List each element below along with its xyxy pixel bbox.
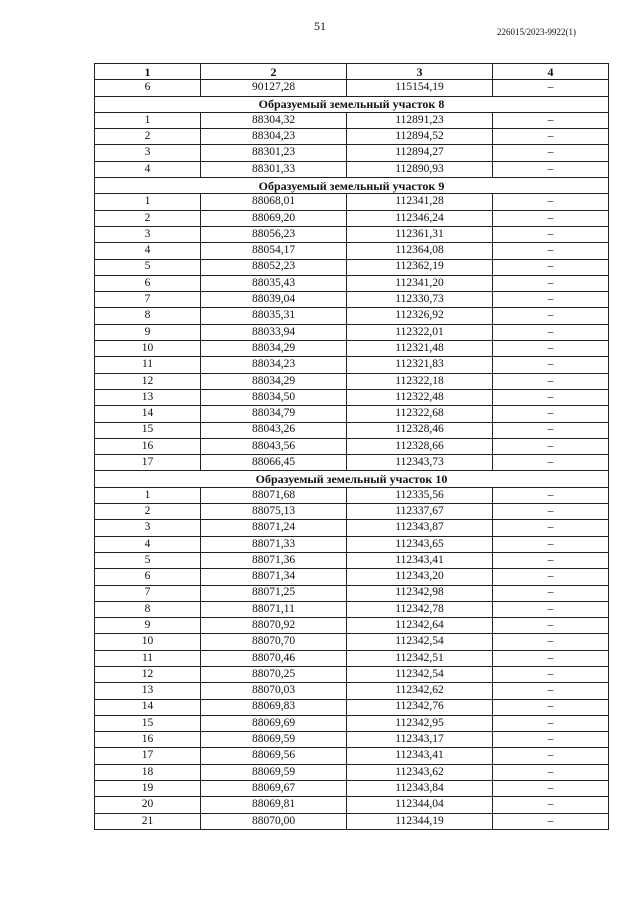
note-cell: – bbox=[493, 210, 609, 226]
y-coordinate-cell: 112322,01 bbox=[347, 324, 493, 340]
y-coordinate-cell: 112344,19 bbox=[347, 813, 493, 829]
table-row bbox=[95, 813, 609, 829]
point-number-cell: 3 bbox=[95, 520, 201, 536]
point-number-cell: 18 bbox=[95, 764, 201, 780]
point-number-cell: 1 bbox=[95, 194, 201, 210]
note-cell: – bbox=[493, 585, 609, 601]
y-coordinate-cell: 112321,83 bbox=[347, 357, 493, 373]
x-coordinate-cell: 88069,67 bbox=[201, 781, 347, 797]
point-number-cell: 5 bbox=[95, 259, 201, 275]
x-coordinate-cell: 88039,04 bbox=[201, 292, 347, 308]
note-cell: – bbox=[493, 161, 609, 177]
point-number-cell: 20 bbox=[95, 797, 201, 813]
x-coordinate-cell: 88035,31 bbox=[201, 308, 347, 324]
y-coordinate-cell: 112326,92 bbox=[347, 308, 493, 324]
point-number-cell: 6 bbox=[95, 80, 201, 96]
y-coordinate-cell: 112343,41 bbox=[347, 552, 493, 568]
table-row bbox=[95, 210, 609, 226]
y-coordinate-cell: 112891,23 bbox=[347, 112, 493, 128]
document-number: 226015/2023-9922(1) bbox=[497, 27, 576, 37]
point-number-cell: 21 bbox=[95, 813, 201, 829]
y-coordinate-cell: 115154,19 bbox=[347, 80, 493, 96]
header-cell-note: 4 bbox=[493, 64, 609, 80]
point-number-cell: 13 bbox=[95, 683, 201, 699]
y-coordinate-cell: 112343,62 bbox=[347, 764, 493, 780]
note-cell: – bbox=[493, 373, 609, 389]
point-number-cell: 2 bbox=[95, 210, 201, 226]
note-cell: – bbox=[493, 487, 609, 503]
point-number-cell: 10 bbox=[95, 341, 201, 357]
y-coordinate-cell: 112342,95 bbox=[347, 715, 493, 731]
point-number-cell: 8 bbox=[95, 601, 201, 617]
point-number-cell: 16 bbox=[95, 438, 201, 454]
y-coordinate-cell: 112328,46 bbox=[347, 422, 493, 438]
table-row bbox=[95, 226, 609, 242]
table-row bbox=[95, 683, 609, 699]
y-coordinate-cell: 112342,51 bbox=[347, 650, 493, 666]
x-coordinate-cell: 88304,32 bbox=[201, 112, 347, 128]
table-row bbox=[95, 438, 609, 454]
note-cell: – bbox=[493, 80, 609, 96]
x-coordinate-cell: 88034,79 bbox=[201, 406, 347, 422]
note-cell: – bbox=[493, 275, 609, 291]
x-coordinate-cell: 88069,20 bbox=[201, 210, 347, 226]
point-number-cell: 8 bbox=[95, 308, 201, 324]
note-cell: – bbox=[493, 259, 609, 275]
point-number-cell: 1 bbox=[95, 112, 201, 128]
x-coordinate-cell: 88034,29 bbox=[201, 341, 347, 357]
table-row bbox=[95, 797, 609, 813]
table-row bbox=[95, 308, 609, 324]
note-cell: – bbox=[493, 569, 609, 585]
section-title: Образуемый земельный участок 9 bbox=[95, 178, 609, 194]
y-coordinate-cell: 112321,48 bbox=[347, 341, 493, 357]
x-coordinate-cell: 88070,00 bbox=[201, 813, 347, 829]
point-number-cell: 14 bbox=[95, 406, 201, 422]
header-cell-y: 3 bbox=[347, 64, 493, 80]
point-number-cell: 2 bbox=[95, 129, 201, 145]
x-coordinate-cell: 88033,94 bbox=[201, 324, 347, 340]
note-cell: – bbox=[493, 699, 609, 715]
point-number-cell: 1 bbox=[95, 487, 201, 503]
table-row bbox=[95, 145, 609, 161]
note-cell: – bbox=[493, 536, 609, 552]
y-coordinate-cell: 112342,98 bbox=[347, 585, 493, 601]
x-coordinate-cell: 88069,59 bbox=[201, 732, 347, 748]
x-coordinate-cell: 88068,01 bbox=[201, 194, 347, 210]
point-number-cell: 4 bbox=[95, 161, 201, 177]
y-coordinate-cell: 112890,93 bbox=[347, 161, 493, 177]
note-cell: – bbox=[493, 129, 609, 145]
x-coordinate-cell: 88071,33 bbox=[201, 536, 347, 552]
header-cell-x: 2 bbox=[201, 64, 347, 80]
table-row bbox=[95, 569, 609, 585]
point-number-cell: 4 bbox=[95, 243, 201, 259]
note-cell: – bbox=[493, 797, 609, 813]
note-cell: – bbox=[493, 194, 609, 210]
point-number-cell: 12 bbox=[95, 373, 201, 389]
y-coordinate-cell: 112361,31 bbox=[347, 226, 493, 242]
note-cell: – bbox=[493, 683, 609, 699]
section-header-row bbox=[95, 471, 609, 487]
y-coordinate-cell: 112894,52 bbox=[347, 129, 493, 145]
y-coordinate-cell: 112364,08 bbox=[347, 243, 493, 259]
x-coordinate-cell: 88071,24 bbox=[201, 520, 347, 536]
point-number-cell: 12 bbox=[95, 666, 201, 682]
point-number-cell: 7 bbox=[95, 292, 201, 308]
x-coordinate-cell: 88075,13 bbox=[201, 504, 347, 520]
table-row bbox=[95, 764, 609, 780]
x-coordinate-cell: 88056,23 bbox=[201, 226, 347, 242]
table-row bbox=[95, 520, 609, 536]
note-cell: – bbox=[493, 243, 609, 259]
point-number-cell: 6 bbox=[95, 569, 201, 585]
section-title: Образуемый земельный участок 10 bbox=[95, 471, 609, 487]
table-row bbox=[95, 650, 609, 666]
note-cell: – bbox=[493, 666, 609, 682]
y-coordinate-cell: 112343,17 bbox=[347, 732, 493, 748]
y-coordinate-cell: 112322,48 bbox=[347, 389, 493, 405]
point-number-cell: 4 bbox=[95, 536, 201, 552]
note-cell: – bbox=[493, 406, 609, 422]
table-row bbox=[95, 666, 609, 682]
note-cell: – bbox=[493, 764, 609, 780]
table-row bbox=[95, 585, 609, 601]
table-row bbox=[95, 715, 609, 731]
point-number-cell: 17 bbox=[95, 455, 201, 471]
note-cell: – bbox=[493, 292, 609, 308]
point-number-cell: 16 bbox=[95, 732, 201, 748]
note-cell: – bbox=[493, 389, 609, 405]
table-row bbox=[95, 259, 609, 275]
table-row bbox=[95, 275, 609, 291]
point-number-cell: 11 bbox=[95, 650, 201, 666]
y-coordinate-cell: 112343,84 bbox=[347, 781, 493, 797]
point-number-cell: 15 bbox=[95, 715, 201, 731]
y-coordinate-cell: 112335,56 bbox=[347, 487, 493, 503]
note-cell: – bbox=[493, 715, 609, 731]
note-cell: – bbox=[493, 748, 609, 764]
x-coordinate-cell: 90127,28 bbox=[201, 80, 347, 96]
point-number-cell: 11 bbox=[95, 357, 201, 373]
y-coordinate-cell: 112328,66 bbox=[347, 438, 493, 454]
table-row bbox=[95, 781, 609, 797]
point-number-cell: 2 bbox=[95, 504, 201, 520]
table-row bbox=[95, 618, 609, 634]
x-coordinate-cell: 88043,26 bbox=[201, 422, 347, 438]
note-cell: – bbox=[493, 422, 609, 438]
table-row bbox=[95, 732, 609, 748]
section-title: Образуемый земельный участок 8 bbox=[95, 96, 609, 112]
point-number-cell: 9 bbox=[95, 324, 201, 340]
x-coordinate-cell: 88069,69 bbox=[201, 715, 347, 731]
x-coordinate-cell: 88071,25 bbox=[201, 585, 347, 601]
note-cell: – bbox=[493, 601, 609, 617]
table-row bbox=[95, 422, 609, 438]
table-body bbox=[95, 80, 609, 830]
table-row bbox=[95, 536, 609, 552]
x-coordinate-cell: 88070,70 bbox=[201, 634, 347, 650]
x-coordinate-cell: 88066,45 bbox=[201, 455, 347, 471]
y-coordinate-cell: 112346,24 bbox=[347, 210, 493, 226]
point-number-cell: 6 bbox=[95, 275, 201, 291]
point-number-cell: 19 bbox=[95, 781, 201, 797]
y-coordinate-cell: 112341,28 bbox=[347, 194, 493, 210]
header-row bbox=[95, 64, 609, 80]
y-coordinate-cell: 112341,20 bbox=[347, 275, 493, 291]
table-row bbox=[95, 357, 609, 373]
x-coordinate-cell: 88070,46 bbox=[201, 650, 347, 666]
table-row bbox=[95, 389, 609, 405]
y-coordinate-cell: 112343,20 bbox=[347, 569, 493, 585]
table-row bbox=[95, 699, 609, 715]
point-number-cell: 13 bbox=[95, 389, 201, 405]
y-coordinate-cell: 112343,87 bbox=[347, 520, 493, 536]
note-cell: – bbox=[493, 341, 609, 357]
point-number-cell: 15 bbox=[95, 422, 201, 438]
point-number-cell: 7 bbox=[95, 585, 201, 601]
x-coordinate-cell: 88069,83 bbox=[201, 699, 347, 715]
table-row bbox=[95, 324, 609, 340]
table-row bbox=[95, 243, 609, 259]
table-row bbox=[95, 634, 609, 650]
table-row bbox=[95, 292, 609, 308]
table-row bbox=[95, 161, 609, 177]
page-number: 51 bbox=[314, 19, 326, 33]
y-coordinate-cell: 112343,41 bbox=[347, 748, 493, 764]
table-row bbox=[95, 504, 609, 520]
section-header-row bbox=[95, 96, 609, 112]
y-coordinate-cell: 112362,19 bbox=[347, 259, 493, 275]
y-coordinate-cell: 112337,67 bbox=[347, 504, 493, 520]
point-number-cell: 9 bbox=[95, 618, 201, 634]
y-coordinate-cell: 112342,76 bbox=[347, 699, 493, 715]
x-coordinate-cell: 88071,36 bbox=[201, 552, 347, 568]
note-cell: – bbox=[493, 308, 609, 324]
note-cell: – bbox=[493, 781, 609, 797]
note-cell: – bbox=[493, 112, 609, 128]
x-coordinate-cell: 88034,50 bbox=[201, 389, 347, 405]
x-coordinate-cell: 88304,23 bbox=[201, 129, 347, 145]
x-coordinate-cell: 88301,33 bbox=[201, 161, 347, 177]
point-number-cell: 3 bbox=[95, 145, 201, 161]
x-coordinate-cell: 88071,11 bbox=[201, 601, 347, 617]
note-cell: – bbox=[493, 618, 609, 634]
x-coordinate-cell: 88052,23 bbox=[201, 259, 347, 275]
coordinates-table bbox=[94, 63, 609, 830]
y-coordinate-cell: 112894,27 bbox=[347, 145, 493, 161]
x-coordinate-cell: 88071,34 bbox=[201, 569, 347, 585]
table-row bbox=[95, 129, 609, 145]
note-cell: – bbox=[493, 455, 609, 471]
x-coordinate-cell: 88043,56 bbox=[201, 438, 347, 454]
table-row bbox=[95, 455, 609, 471]
table-row bbox=[95, 487, 609, 503]
y-coordinate-cell: 112322,68 bbox=[347, 406, 493, 422]
point-number-cell: 14 bbox=[95, 699, 201, 715]
note-cell: – bbox=[493, 634, 609, 650]
x-coordinate-cell: 88054,17 bbox=[201, 243, 347, 259]
table-row bbox=[95, 194, 609, 210]
point-number-cell: 5 bbox=[95, 552, 201, 568]
x-coordinate-cell: 88035,43 bbox=[201, 275, 347, 291]
x-coordinate-cell: 88301,23 bbox=[201, 145, 347, 161]
note-cell: – bbox=[493, 552, 609, 568]
table-row bbox=[95, 552, 609, 568]
header-cell-point-number: 1 bbox=[95, 64, 201, 80]
y-coordinate-cell: 112342,54 bbox=[347, 666, 493, 682]
table-row bbox=[95, 373, 609, 389]
table-row bbox=[95, 601, 609, 617]
x-coordinate-cell: 88069,59 bbox=[201, 764, 347, 780]
x-coordinate-cell: 88069,56 bbox=[201, 748, 347, 764]
note-cell: – bbox=[493, 813, 609, 829]
x-coordinate-cell: 88034,23 bbox=[201, 357, 347, 373]
note-cell: – bbox=[493, 357, 609, 373]
note-cell: – bbox=[493, 504, 609, 520]
y-coordinate-cell: 112344,04 bbox=[347, 797, 493, 813]
note-cell: – bbox=[493, 226, 609, 242]
y-coordinate-cell: 112343,65 bbox=[347, 536, 493, 552]
table-row bbox=[95, 341, 609, 357]
x-coordinate-cell: 88071,68 bbox=[201, 487, 347, 503]
x-coordinate-cell: 88070,25 bbox=[201, 666, 347, 682]
y-coordinate-cell: 112343,73 bbox=[347, 455, 493, 471]
x-coordinate-cell: 88069,81 bbox=[201, 797, 347, 813]
table-row bbox=[95, 112, 609, 128]
y-coordinate-cell: 112342,78 bbox=[347, 601, 493, 617]
table-row bbox=[95, 406, 609, 422]
note-cell: – bbox=[493, 324, 609, 340]
y-coordinate-cell: 112342,64 bbox=[347, 618, 493, 634]
note-cell: – bbox=[493, 520, 609, 536]
x-coordinate-cell: 88070,92 bbox=[201, 618, 347, 634]
y-coordinate-cell: 112330,73 bbox=[347, 292, 493, 308]
table-row bbox=[95, 80, 609, 96]
note-cell: – bbox=[493, 732, 609, 748]
table-row bbox=[95, 748, 609, 764]
point-number-cell: 10 bbox=[95, 634, 201, 650]
y-coordinate-cell: 112322,18 bbox=[347, 373, 493, 389]
note-cell: – bbox=[493, 145, 609, 161]
point-number-cell: 3 bbox=[95, 226, 201, 242]
note-cell: – bbox=[493, 438, 609, 454]
x-coordinate-cell: 88070,03 bbox=[201, 683, 347, 699]
point-number-cell: 17 bbox=[95, 748, 201, 764]
x-coordinate-cell: 88034,29 bbox=[201, 373, 347, 389]
section-header-row bbox=[95, 178, 609, 194]
y-coordinate-cell: 112342,62 bbox=[347, 683, 493, 699]
note-cell: – bbox=[493, 650, 609, 666]
y-coordinate-cell: 112342,54 bbox=[347, 634, 493, 650]
